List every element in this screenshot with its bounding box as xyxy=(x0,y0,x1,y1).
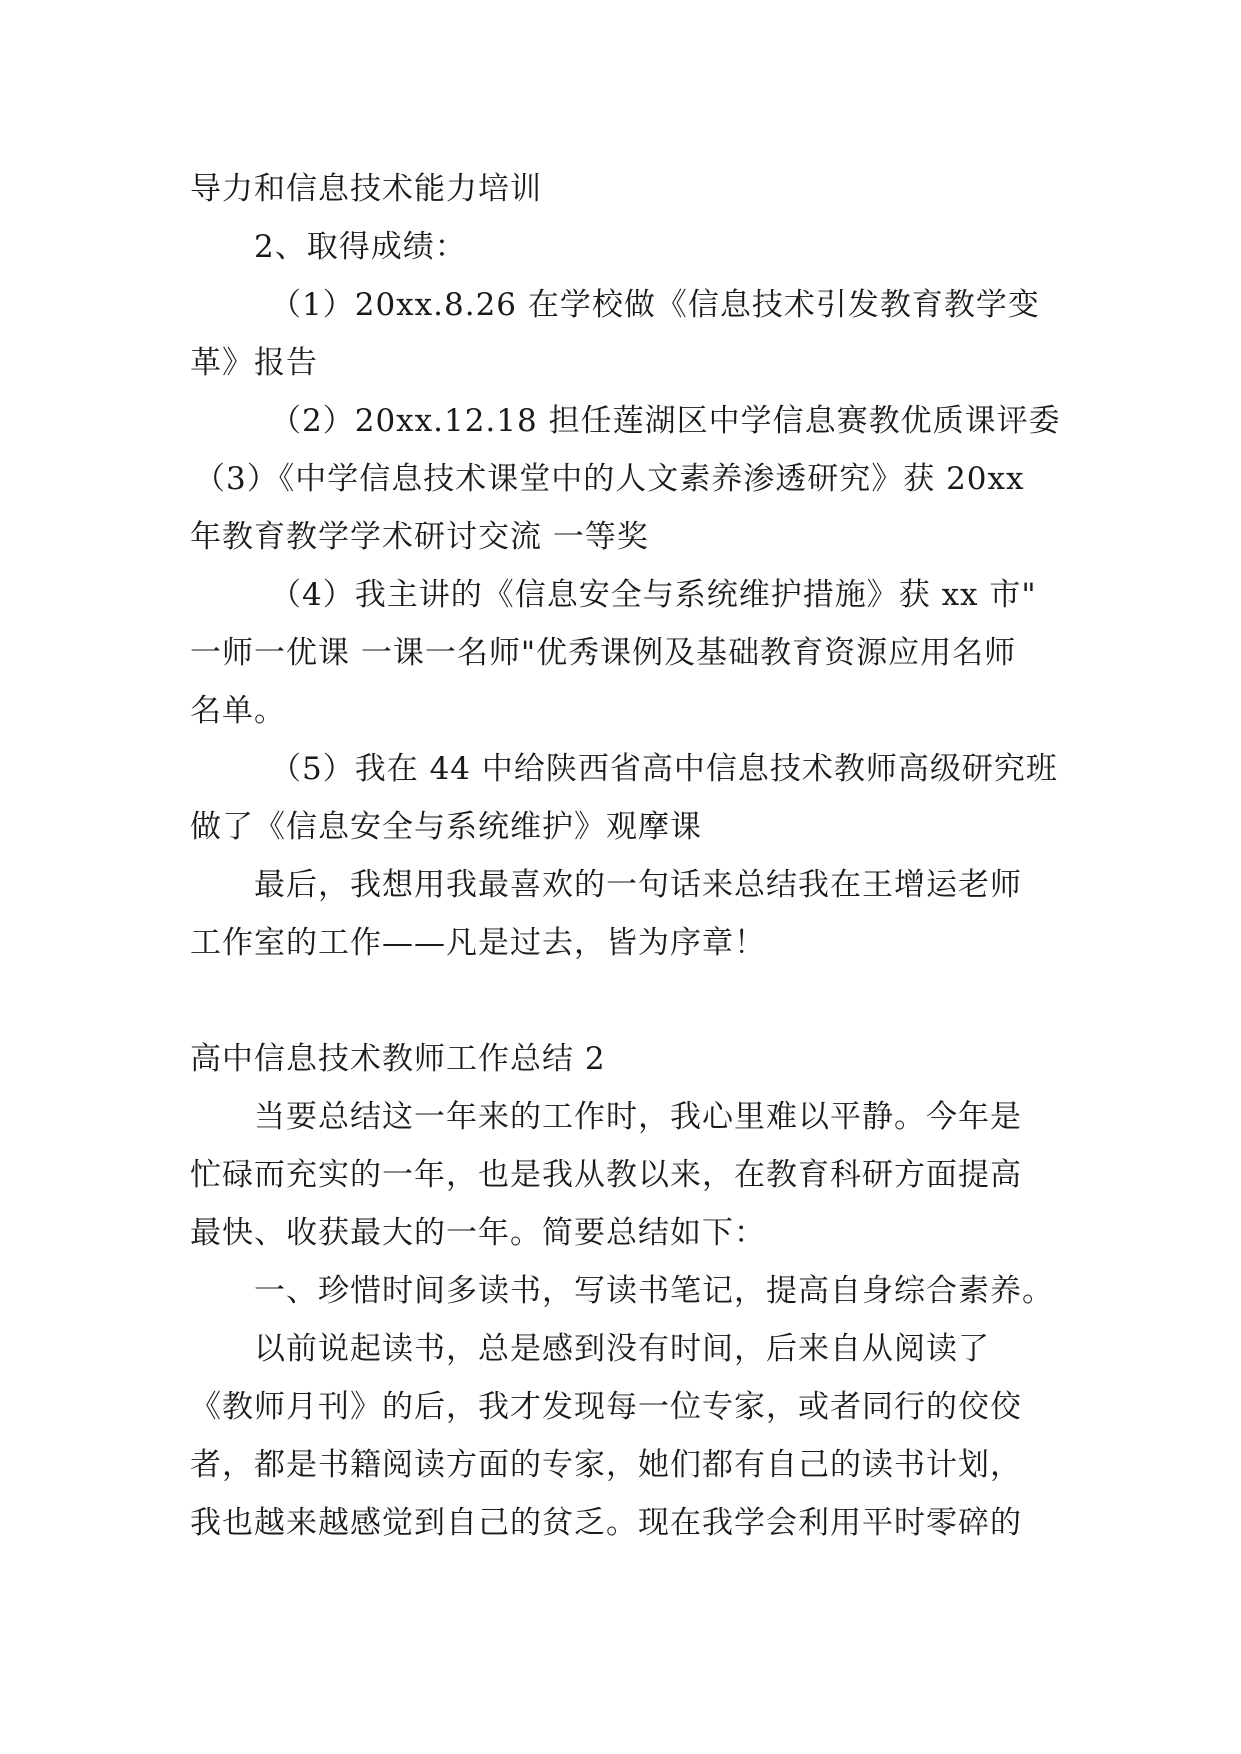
body-line: 工作室的工作——凡是过去，皆为序章！ xyxy=(190,925,766,961)
body-line: 革》报告 xyxy=(190,345,318,381)
body-line: 一师一优课 一课一名师"优秀课例及基础教育资源应用名师 xyxy=(190,635,1017,671)
body-line: 导力和信息技术能力培训 xyxy=(190,171,542,207)
subsection-heading: 一、珍惜时间多读书，写读书笔记，提高自身综合素养。 xyxy=(254,1273,1054,1309)
achievement-item: （4）我主讲的《信息安全与系统维护措施》获 xx 市" xyxy=(270,577,1037,613)
paragraph-start: 最后，我想用我最喜欢的一句话来总结我在王增运老师 xyxy=(254,867,1022,903)
body-line: 名单。 xyxy=(190,693,286,729)
section-heading: 2、取得成绩： xyxy=(254,229,467,265)
paragraph-gap xyxy=(190,972,1060,1030)
body-line: 最快、收获最大的一年。简要总结如下： xyxy=(190,1215,766,1251)
achievement-item: （2）20xx.12.18 担任莲湖区中学信息赛教优质课评委 xyxy=(270,403,1061,439)
body-line: 做了《信息安全与系统维护》观摩课 xyxy=(190,809,702,845)
document-page xyxy=(190,160,1060,1552)
achievement-item: （1）20xx.8.26 在学校做《信息技术引发教育教学变 xyxy=(270,287,1040,323)
paragraph-start: 当要总结这一年来的工作时，我心里难以平静。今年是 xyxy=(254,1099,1022,1135)
body-line: 忙碌而充实的一年，也是我从教以来，在教育科研方面提高 xyxy=(190,1157,1022,1193)
body-line: 我也越来越感觉到自己的贫乏。现在我学会利用平时零碎的 xyxy=(190,1505,1022,1541)
body-line: 者，都是书籍阅读方面的专家，她们都有自己的读书计划， xyxy=(190,1447,1022,1483)
body-line: 年教育教学学术研讨交流 一等奖 xyxy=(190,519,649,555)
achievement-item: （3）《中学信息技术课堂中的人文素养渗透研究》获 20xx xyxy=(194,461,1025,497)
section-title: 高中信息技术教师工作总结 2 xyxy=(190,1041,606,1077)
paragraph-start: 以前说起读书，总是感到没有时间，后来自从阅读了 xyxy=(254,1331,990,1367)
body-line: 《教师月刊》的后，我才发现每一位专家，或者同行的佼佼 xyxy=(190,1389,1022,1425)
achievement-item: （5）我在 44 中给陕西省高中信息技术教师高级研究班 xyxy=(270,751,1058,787)
